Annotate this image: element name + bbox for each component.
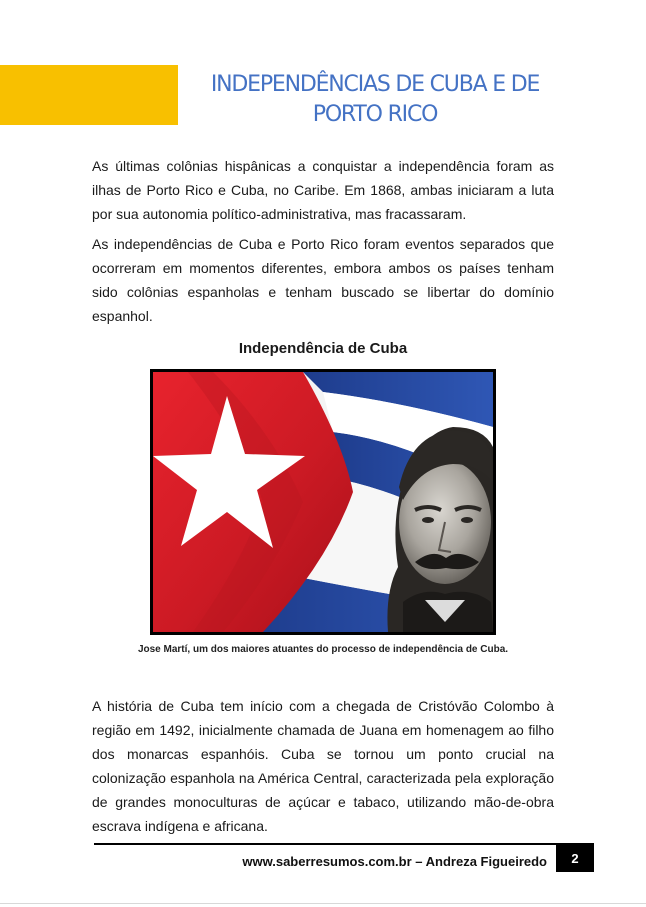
accent-bar bbox=[0, 65, 178, 125]
page-edge-divider bbox=[0, 903, 646, 904]
cuban-flag-with-portrait-icon bbox=[153, 372, 493, 632]
section-heading: Independência de Cuba bbox=[238, 340, 408, 357]
page-title-line-2: PORTO RICO bbox=[312, 102, 438, 127]
intro-paragraph-1: As últimas colônias hispânicas a conquistar a independência foram as ilhas de Porto Rico e Cuba, no Caribe. Em 1868, ambas iniciaram a luta por sua autonomia político-administrativa, mas fracassaram. bbox=[92, 158, 554, 222]
image-caption: Jose Martí, um dos maiores atuantes do processo de independência de Cuba. bbox=[137, 644, 509, 655]
page-number: 2 bbox=[556, 845, 594, 872]
footer-divider bbox=[94, 843, 594, 845]
cuba-flag-portrait-image bbox=[150, 369, 496, 635]
intro-paragraph-2: As independências de Cuba e Porto Rico foram eventos separados que ocorreram em momentos diferentes, embora ambos os países tenham sido colônias espanholas e tenham buscado se libertar do domínio espanhol. bbox=[92, 236, 554, 324]
section-paragraph: A história de Cuba tem início com a chegada de Cristóvão Colombo à região em 1492, inicialmente chamada de Juana em homenagem ao filho dos monarcas espanhóis. Cuba se tornou um ponto crucial na colonização espanhola na América Central, caracterizada pela exploração de grandes monoculturas de açúcar e tabaco, utilizando mão-de-obra escrava indígena e africana. bbox=[92, 698, 554, 834]
page-title bbox=[190, 70, 560, 130]
footer-credit: www.saberresumos.com.br – Andreza Figueiredo bbox=[242, 854, 547, 869]
page-title-line-1: INDEPENDÊNCIAS DE CUBA E DE bbox=[210, 72, 540, 97]
